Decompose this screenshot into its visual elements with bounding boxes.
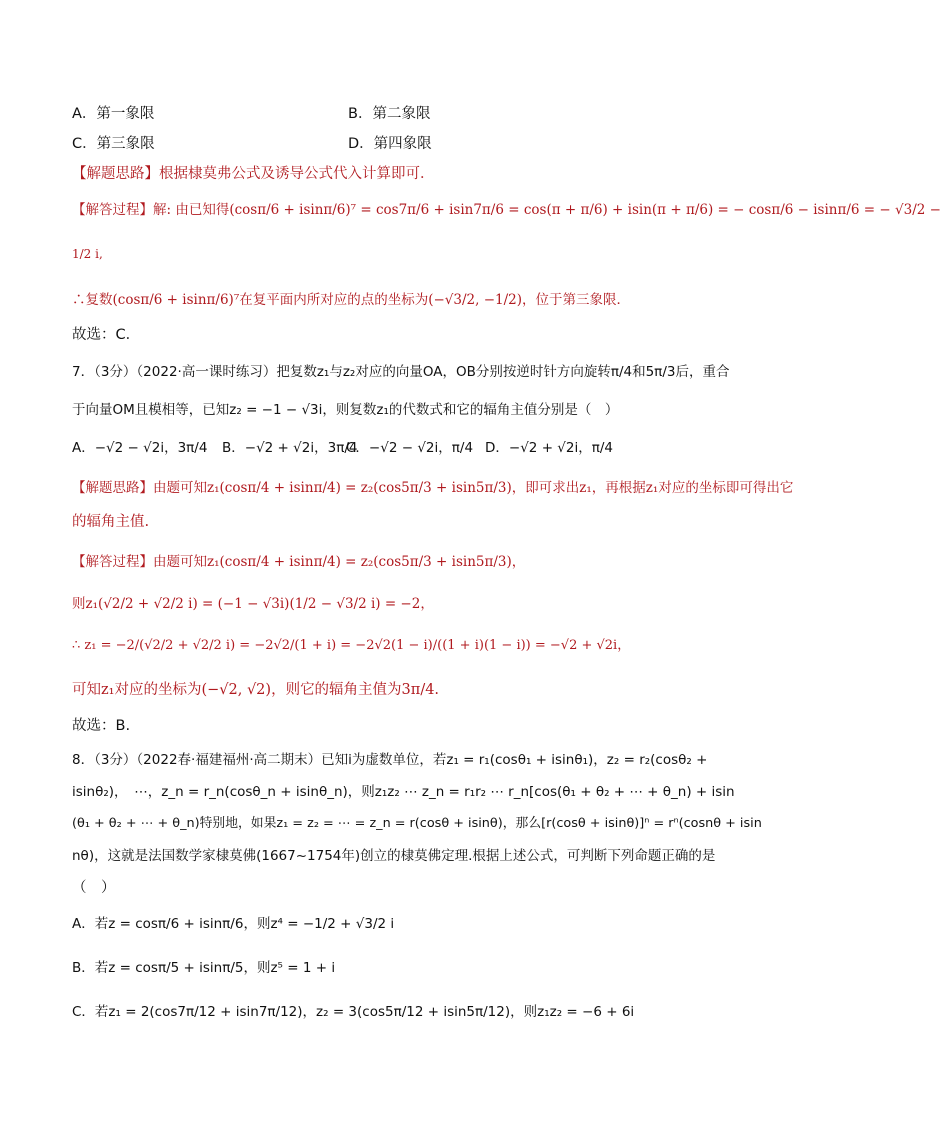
- prev-process-line3: ∴复数(cosπ/6 + isinπ/6)⁷在复平面内所对应的点的坐标为(−√3/2, −1/2)，位于第三象限．: [72, 292, 631, 308]
- process-label: 【解答过程】: [72, 202, 153, 218]
- q8-option-c: C．若z₁ = 2(cos7π/12 + isin7π/12)，z₂ = 3(cos5π/12 + isin5π/12)，则z₁z₂ = −6 + 6i: [72, 1004, 635, 1020]
- q8-stem-line1: 8．（3分）（2022春·福建福州·高二期末）已知i为虚数单位，若z₁ = r₁(cosθ₁ + isinθ₁)，z₂ = r₂(cosθ₂ +: [72, 752, 708, 768]
- thinking-label: 【解题思路】: [72, 480, 153, 496]
- q7-thinking-line2: 的辐角主值.: [72, 514, 150, 530]
- prev-option-d: D．第四象限: [348, 136, 432, 152]
- q7-process-line4: 可知z₁对应的坐标为(−√2, √2)，则它的辐角主值为3π/4.: [72, 682, 440, 698]
- prev-option-b: B．第二象限: [348, 106, 431, 122]
- q8-stem-line2: isinθ₂)， ⋯，z_n = r_n(cosθ_n + isinθ_n)，则z₁z₂ ⋯ z_n = r₁r₂ ⋯ r_n[cos(θ₁ + θ₂ + ⋯ + θ_n) + isin: [72, 784, 735, 800]
- thinking-label: 【解题思路】: [72, 166, 159, 182]
- prev-answer: 故选：C．: [72, 327, 141, 343]
- q7-answer: 故选：B.: [72, 718, 131, 734]
- q8-option-b: B．若z = cosπ/5 + isinπ/5，则z⁵ = 1 + i: [72, 960, 336, 976]
- q8-stem-line4: nθ)，这就是法国数学家棣莫佛(1667~1754年)创立的棣莫佛定理.根据上述公式，可判断下列命题正确的是: [72, 848, 716, 864]
- q7-option-d: D．−√2 + √2i，π/4: [485, 440, 613, 456]
- process-text: 由题可知z₁(cosπ/4 + isinπ/4) = z₂(cos5π/3 + isin5π/3)，: [153, 554, 526, 570]
- prev-option-a: A．第一象限: [72, 106, 155, 122]
- q7-process-line3: ∴ z₁ = −2/(√2/2 + √2/2 i) = −2√2/(1 + i) = −2√2(1 − i)/((1 + i)(1 − i)) = −√2 + √2i，: [72, 638, 631, 653]
- q7-thinking-line1: [72, 478, 794, 498]
- q7-option-c: C．−√2 − √2i，π/4: [346, 440, 474, 456]
- q7-option-a: A．−√2 − √2i，3π/4: [72, 440, 208, 456]
- prev-process-line2: 1/2 i,: [72, 247, 103, 261]
- prev-option-c: C．第三象限: [72, 136, 155, 152]
- q8-stem-line3: (θ₁ + θ₂ + ⋯ + θ_n)特别地，如果z₁ = z₂ = ⋯ = z_n = r(cosθ + isinθ)，那么[r(cosθ + isinθ)]ⁿ = rⁿ(cosnθ + isin: [72, 816, 762, 831]
- q7-stem-line2: 于向量OM且模相等，已知z₂ = −1 − √3i，则复数z₁的代数式和它的辐角主值分别是（ ）: [72, 402, 619, 418]
- q8-option-a: A．若z = cosπ/6 + isinπ/6，则z⁴ = −1/2 + √3/2 i: [72, 916, 395, 932]
- thinking-text: 根据棣莫弗公式及诱导公式代入计算即可．: [159, 166, 435, 182]
- process-text: 解: 由已知得(cosπ/6 + isinπ/6)⁷ = cos7π/6 + isin7π/6 = cos(π + π/6) + isin(π + π/6) = − cosπ/6 − isinπ/6 = − √3/2 −: [153, 202, 941, 218]
- q7-process-line2: 则z₁(√2/2 + √2/2 i) = (−1 − √3i)(1/2 − √3/2 i) = −2，: [72, 596, 434, 612]
- q8-stem-line5: （ ）: [72, 880, 116, 896]
- q7-option-b: B．−√2 + √2i，3π/4: [222, 440, 358, 456]
- prev-process-line1: [72, 200, 941, 220]
- prev-thinking: [72, 164, 734, 184]
- thinking-text: 由题可知z₁(cosπ/4 + isinπ/4) = z₂(cos5π/3 + isin5π/3)，即可求出z₁，再根据z₁对应的坐标即可得出它: [153, 480, 794, 496]
- q7-stem-line1: 7．（3分）（2022·高一课时练习）把复数z₁与z₂对应的向量OA，OB分别按逆时针方向旋转π/4和5π/3后，重合: [72, 364, 730, 380]
- process-label: 【解答过程】: [72, 554, 153, 570]
- q7-process-line1: [72, 552, 734, 572]
